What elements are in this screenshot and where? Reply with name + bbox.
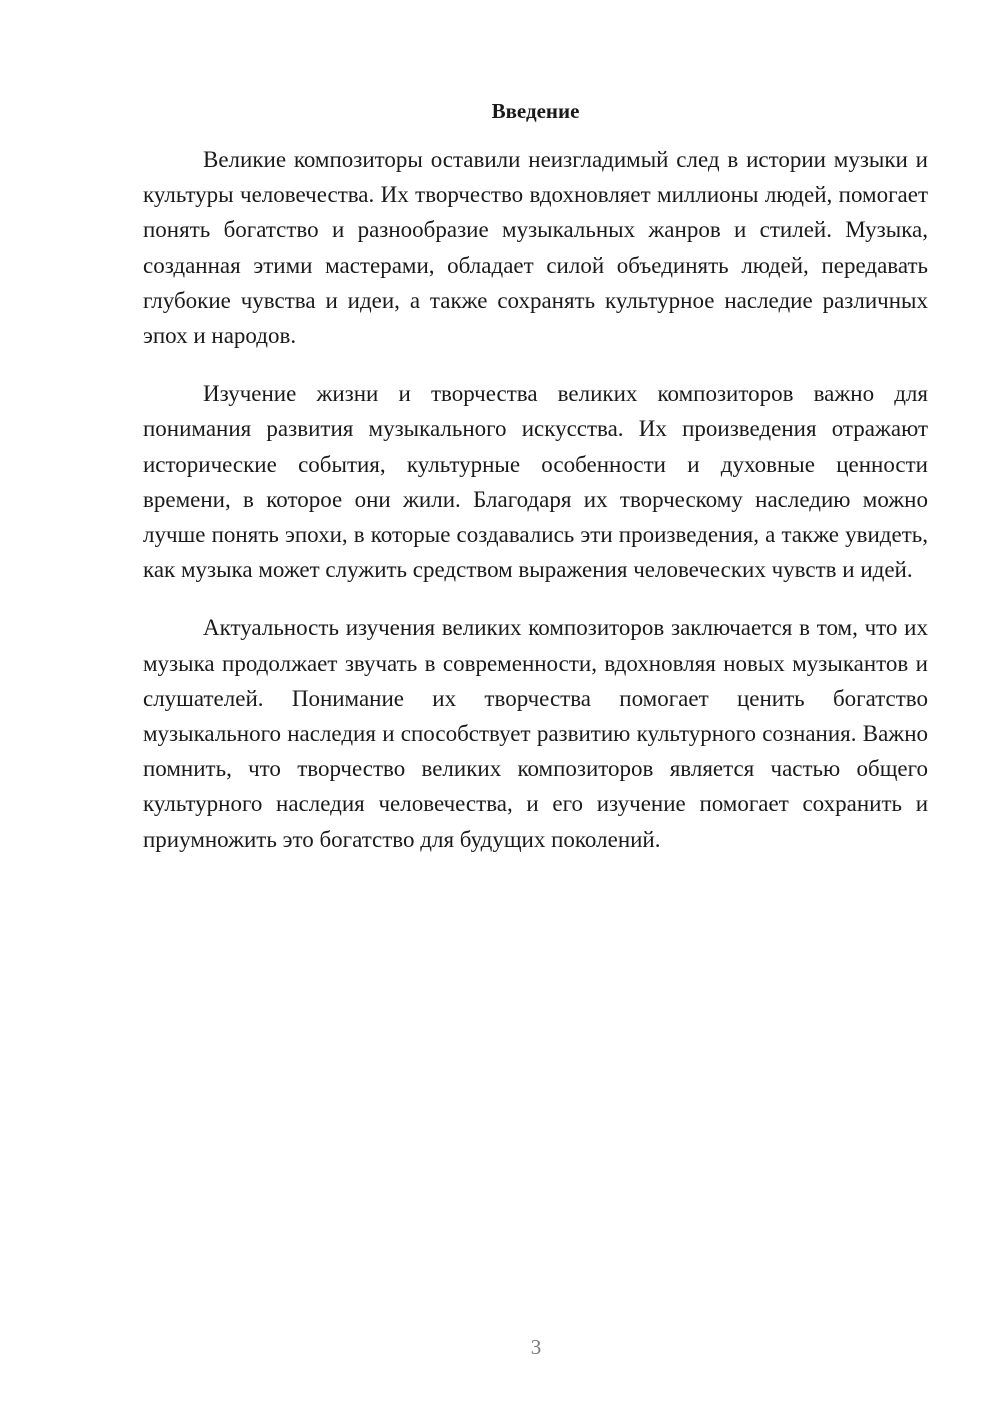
paragraph-2: Изучение жизни и творчества великих композиторов важно для понимания развития музыкального искусства. Их произведения отражают исторические события, культурные особенности и духовные ценности времени, в которое они жили. Благодаря их творческому наследию можно лучше понять эпохи, в которые создавались эти произведения, а также увидеть, как музыка может служить средством выражения человеческих чувств и идей. [143,381,928,583]
paragraph-3: Актуальность изучения великих композиторов заключается в том, что их музыка продолжает звучать в современности, вдохновляя новых музыкантов и слушателей. Понимание их творчества помогает ценить богатство музыкального наследия и способствует развитию культурного сознания. Важно помнить, что творчество великих композиторов является частью общего культурного наследия человечества, и его изучение помогает сохранить и приумножить это богатство для будущих поколений. [143,615,928,852]
section-heading: Введение [491,99,580,123]
page-number: 3 [530,1335,542,1359]
document-body [143,142,928,880]
paragraph-1: Великие композиторы оставили неизгладимый след в истории музыки и культуры человечества. Их творчество вдохновляет миллионы людей, помогает понять богатство и разнообразие музыкальных жанров и стилей. Музыка, созданная этими мастерами, обладает силой объединять людей, передавать глубокие чувства и идеи, а также сохранять культурное наследие различных эпох и народов. [143,147,928,349]
